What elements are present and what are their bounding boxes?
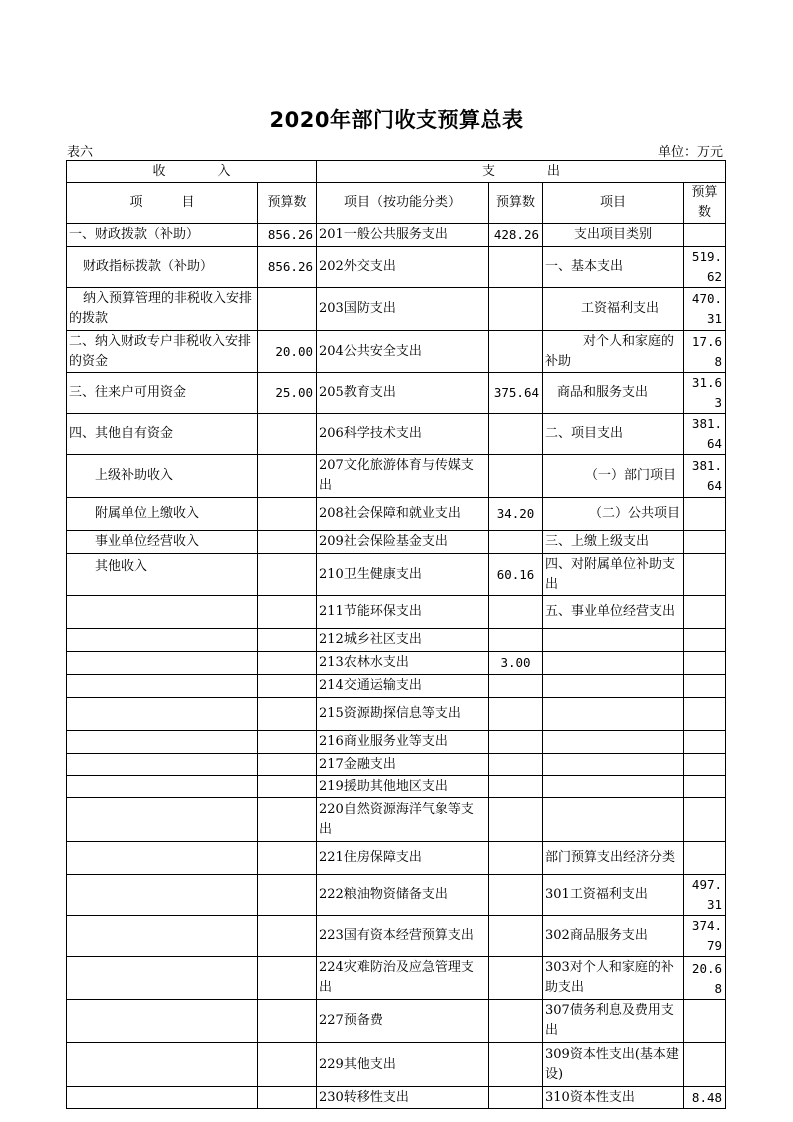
- func-value: 375.64: [489, 373, 543, 414]
- income-item: 纳入预算管理的非税收入安排的拨款: [67, 288, 258, 331]
- income-value: [258, 498, 317, 531]
- table-row: [67, 652, 726, 675]
- func-item-header: 项目（按功能分类）: [317, 183, 489, 224]
- exp-item: 二、项目支出: [543, 414, 684, 455]
- func-value: 60.16: [489, 554, 543, 596]
- func-value: [489, 875, 543, 916]
- income-value: [258, 554, 317, 596]
- exp-value: 381.64: [684, 414, 726, 455]
- func-value: [489, 531, 543, 554]
- exp-value: [684, 629, 726, 652]
- exp-item: 工资福利支出: [543, 288, 684, 331]
- income-item: [67, 776, 258, 798]
- income-item: [67, 731, 258, 754]
- func-item: 201一般公共服务支出: [317, 224, 489, 247]
- income-item: [67, 754, 258, 776]
- budget-table: [66, 160, 726, 1109]
- exp-value: 519.62: [684, 247, 726, 288]
- exp-value: 31.63: [684, 373, 726, 414]
- func-item: 219援助其他地区支出: [317, 776, 489, 798]
- func-value: [489, 957, 543, 1000]
- income-value: [258, 675, 317, 698]
- income-value: [258, 957, 317, 1000]
- exp-value: [684, 798, 726, 842]
- func-item: 211节能环保支出: [317, 596, 489, 629]
- func-value: [489, 842, 543, 875]
- exp-value: [684, 698, 726, 731]
- table-row: [67, 916, 726, 957]
- exp-value: 381.64: [684, 455, 726, 498]
- exp-value: [684, 531, 726, 554]
- unit-label: 单位：万元: [657, 145, 723, 160]
- table-row: [67, 875, 726, 916]
- func-item: 220自然资源海洋气象等支出: [317, 798, 489, 842]
- exp-item: 商品和服务支出: [543, 373, 684, 414]
- income-item: [67, 1043, 258, 1087]
- func-value: [489, 731, 543, 754]
- table-row: [67, 455, 726, 498]
- income-value: [258, 798, 317, 842]
- income-item: [67, 1087, 258, 1109]
- expense-group-header: 支 出: [317, 161, 726, 183]
- exp-item: [543, 675, 684, 698]
- func-item: 205教育支出: [317, 373, 489, 414]
- func-value: [489, 754, 543, 776]
- exp-item: 四、对附属单位补助支出: [543, 554, 684, 596]
- func-value: [489, 916, 543, 957]
- table-row: [67, 531, 726, 554]
- exp-value: [684, 675, 726, 698]
- func-item: 230转移性支出: [317, 1087, 489, 1109]
- income-value: [258, 652, 317, 675]
- income-budget-header: 预算数: [258, 183, 317, 224]
- func-item: 215资源勘探信息等支出: [317, 698, 489, 731]
- func-value: [489, 331, 543, 373]
- exp-value: 470.31: [684, 288, 726, 331]
- income-value: 25.00: [258, 373, 317, 414]
- exp-value: [684, 842, 726, 875]
- income-value: 20.00: [258, 331, 317, 373]
- exp-value: 17.68: [684, 331, 726, 373]
- income-item: [67, 1000, 258, 1043]
- exp-value: [684, 1000, 726, 1043]
- func-item: 216商业服务业等支出: [317, 731, 489, 754]
- table-row: [67, 224, 726, 247]
- func-item: 229其他支出: [317, 1043, 489, 1087]
- income-value: 856.26: [258, 247, 317, 288]
- income-group-header: 收 入: [67, 161, 317, 183]
- income-item-header: 项 目: [67, 183, 258, 224]
- income-item: [67, 842, 258, 875]
- income-item: 三、往来户可用资金: [67, 373, 258, 414]
- income-value: [258, 842, 317, 875]
- func-item: 212城乡社区支出: [317, 629, 489, 652]
- exp-item: 310资本性支出: [543, 1087, 684, 1109]
- exp-item: 302商品服务支出: [543, 916, 684, 957]
- income-value: [258, 455, 317, 498]
- income-item: 其他收入: [67, 554, 258, 596]
- exp-item-header: 项目: [543, 183, 684, 224]
- exp-item: 303对个人和家庭的补助支出: [543, 957, 684, 1000]
- table-label: 表六: [67, 145, 94, 160]
- table-row: [67, 842, 726, 875]
- income-value: [258, 414, 317, 455]
- table-row: [67, 776, 726, 798]
- func-value: [489, 1087, 543, 1109]
- table-row: [67, 596, 726, 629]
- exp-item: [543, 798, 684, 842]
- exp-value: 20.68: [684, 957, 726, 1000]
- income-value: 856.26: [258, 224, 317, 247]
- table-row: [67, 629, 726, 652]
- func-value: 428.26: [489, 224, 543, 247]
- table-row: [67, 675, 726, 698]
- income-item: 事业单位经营收入: [67, 531, 258, 554]
- exp-value: [684, 652, 726, 675]
- exp-item: 一、基本支出: [543, 247, 684, 288]
- func-budget-header: 预算数: [489, 183, 543, 224]
- func-value: [489, 247, 543, 288]
- exp-item: [543, 754, 684, 776]
- func-value: [489, 596, 543, 629]
- income-item: 四、其他自有资金: [67, 414, 258, 455]
- exp-value: [684, 498, 726, 531]
- income-value: [258, 776, 317, 798]
- table-row: [67, 331, 726, 373]
- func-item: 208社会保障和就业支出: [317, 498, 489, 531]
- func-value: [489, 414, 543, 455]
- income-value: [258, 531, 317, 554]
- func-item: 223国有资本经营预算支出: [317, 916, 489, 957]
- func-item: 210卫生健康支出: [317, 554, 489, 596]
- income-item: [67, 916, 258, 957]
- income-item: 一、财政拨款（补助）: [67, 224, 258, 247]
- exp-item: 301工资福利支出: [543, 875, 684, 916]
- func-value: 34.20: [489, 498, 543, 531]
- income-value: [258, 754, 317, 776]
- func-item: 202外交支出: [317, 247, 489, 288]
- income-item: 二、纳入财政专户非税收入安排的资金: [67, 331, 258, 373]
- exp-item: [543, 731, 684, 754]
- func-value: [489, 1000, 543, 1043]
- table-row: [67, 498, 726, 531]
- table-row: [67, 247, 726, 288]
- table-row: [67, 754, 726, 776]
- income-value: [258, 1043, 317, 1087]
- exp-value: [684, 224, 726, 247]
- income-item: [67, 675, 258, 698]
- exp-item: 三、上缴上级支出: [543, 531, 684, 554]
- table-row: [67, 414, 726, 455]
- exp-item: [543, 652, 684, 675]
- table-row: [67, 1043, 726, 1087]
- func-value: [489, 798, 543, 842]
- exp-value: 497.31: [684, 875, 726, 916]
- table-row: [67, 554, 726, 596]
- exp-item: （二）公共项目: [543, 498, 684, 531]
- income-item: [67, 652, 258, 675]
- exp-value: [684, 1043, 726, 1087]
- income-item: [67, 875, 258, 916]
- table-row: [67, 1000, 726, 1043]
- func-value: [489, 698, 543, 731]
- table-row: [67, 373, 726, 414]
- exp-value: [684, 731, 726, 754]
- exp-item: 309资本性支出(基本建设): [543, 1043, 684, 1087]
- income-item: 财政指标拨款（补助）: [67, 247, 258, 288]
- func-item: 227预备费: [317, 1000, 489, 1043]
- income-item: [67, 698, 258, 731]
- func-value: [489, 675, 543, 698]
- exp-item: 支出项目类别: [543, 224, 684, 247]
- exp-budget-header: 预算数: [684, 183, 726, 224]
- exp-item: [543, 629, 684, 652]
- page-title: 2020年部门收支预算总表: [269, 108, 524, 132]
- exp-value: 374.79: [684, 916, 726, 957]
- func-item: 209社会保险基金支出: [317, 531, 489, 554]
- income-item: 附属单位上缴收入: [67, 498, 258, 531]
- exp-value: [684, 776, 726, 798]
- func-item: 203国防支出: [317, 288, 489, 331]
- exp-value: [684, 596, 726, 629]
- table-row: [67, 698, 726, 731]
- func-value: [489, 629, 543, 652]
- func-item: 224灾难防治及应急管理支出: [317, 957, 489, 1000]
- income-item: [67, 798, 258, 842]
- income-item: [67, 596, 258, 629]
- income-value: [258, 596, 317, 629]
- func-value: 3.00: [489, 652, 543, 675]
- table-row: [67, 798, 726, 842]
- table-row: [67, 1087, 726, 1109]
- exp-item: 部门预算支出经济分类: [543, 842, 684, 875]
- func-item: 206科学技术支出: [317, 414, 489, 455]
- income-value: [258, 916, 317, 957]
- func-item: 221住房保障支出: [317, 842, 489, 875]
- exp-item: 五、事业单位经营支出: [543, 596, 684, 629]
- exp-item: 对个人和家庭的补助: [543, 331, 684, 373]
- exp-item: [543, 776, 684, 798]
- func-item: 213农林水支出: [317, 652, 489, 675]
- func-value: [489, 776, 543, 798]
- func-item: 222粮油物资储备支出: [317, 875, 489, 916]
- exp-item: [543, 698, 684, 731]
- table-row: [67, 731, 726, 754]
- income-item: [67, 957, 258, 1000]
- income-value: [258, 1087, 317, 1109]
- func-item: 207文化旅游体育与传媒支出: [317, 455, 489, 498]
- exp-item: （一）部门项目: [543, 455, 684, 498]
- func-item: 217金融支出: [317, 754, 489, 776]
- table-row: [67, 288, 726, 331]
- income-value: [258, 629, 317, 652]
- income-item: [67, 629, 258, 652]
- income-value: [258, 698, 317, 731]
- table-row: [67, 957, 726, 1000]
- exp-value: [684, 554, 726, 596]
- exp-value: [684, 754, 726, 776]
- func-item: 204公共安全支出: [317, 331, 489, 373]
- income-value: [258, 731, 317, 754]
- func-value: [489, 288, 543, 331]
- exp-value: 8.48: [684, 1087, 726, 1109]
- func-item: 214交通运输支出: [317, 675, 489, 698]
- income-item: 上级补助收入: [67, 455, 258, 498]
- income-value: [258, 1000, 317, 1043]
- income-value: [258, 875, 317, 916]
- func-value: [489, 1043, 543, 1087]
- income-value: [258, 288, 317, 331]
- func-value: [489, 455, 543, 498]
- exp-item: 307债务利息及费用支出: [543, 1000, 684, 1043]
